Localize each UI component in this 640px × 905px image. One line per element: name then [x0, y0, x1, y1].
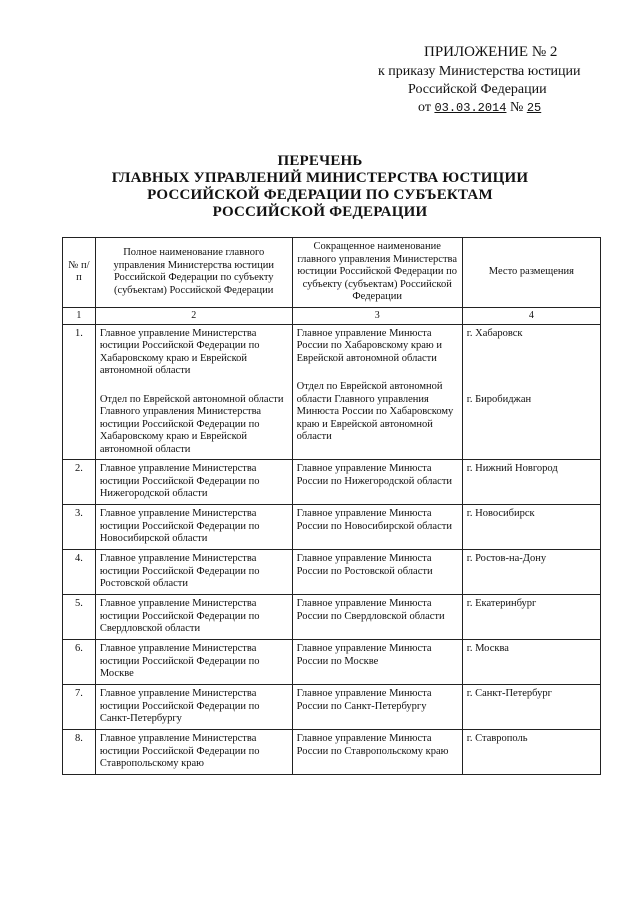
location: г. Екатеринбург	[462, 595, 600, 640]
full-name: Главное управление Министерства юстиции Российской Федерации по Нижегородской области	[95, 460, 292, 505]
full-name: Главное управление Министерства юстиции Российской Федерации по Ростовской области	[95, 550, 292, 595]
title-line-4: РОССИЙСКОЙ ФЕДЕРАЦИИ	[212, 204, 428, 220]
short-name: Главное управление Минюста России по Москве	[292, 640, 462, 685]
short-name: Главное управление Минюста России по Новосибирской области	[292, 505, 462, 550]
location: г. Нижний Новгород	[462, 460, 600, 505]
location: г. Санкт-Петербург	[462, 685, 600, 730]
ministry-name: Российской Федерации	[408, 82, 547, 97]
table-row	[63, 595, 601, 640]
table-row	[63, 640, 601, 685]
full-name: Главное управление Министерства юстиции Российской Федерации по Хабаровскому краю и Еврейской автономной области	[99, 327, 260, 376]
row-number: 4.	[63, 550, 96, 595]
column-number: 2	[95, 307, 292, 324]
short-name: Главное управление Минюста России по Хабаровскому краю и Еврейской автономной области	[296, 327, 442, 364]
table-row	[63, 730, 601, 775]
table-row	[63, 505, 601, 550]
location: г. Ставрополь	[462, 730, 600, 775]
header-full-name: Полное наименование главного управления Министерства юстиции Российской Федерации по субъекту (субъектам) Российской Федерации	[95, 238, 292, 308]
table-row	[63, 550, 601, 595]
title-line-2: ГЛАВНЫХ УПРАВЛЕНИЙ МИНИСТЕРСТВА ЮСТИЦИИ	[111, 170, 529, 186]
from-label: от	[418, 100, 431, 115]
header-number: № п/п	[63, 238, 96, 308]
order-number: 25	[526, 101, 542, 115]
row-number: 5.	[63, 595, 96, 640]
short-name: Главное управление Минюста России по Санкт-Петербургу	[292, 685, 462, 730]
table-header-row	[63, 238, 601, 308]
location: г. Ростов-на-Дону	[462, 550, 600, 595]
short-name: Главное управление Минюста России по Ростовской области	[292, 550, 462, 595]
departments-table	[62, 237, 601, 775]
order-date: 03.03.2014	[434, 101, 507, 115]
full-name: Главное управление Министерства юстиции Российской Федерации по Москве	[95, 640, 292, 685]
column-number-row	[63, 307, 601, 324]
short-name: Главное управление Минюста России по Нижегородской области	[292, 460, 462, 505]
column-number: 3	[292, 307, 462, 324]
table-row	[63, 460, 601, 505]
sub-location: г. Биробиджан	[466, 394, 532, 405]
header-location: Место размещения	[462, 238, 600, 308]
table-row	[63, 685, 601, 730]
row-number: 2.	[63, 460, 96, 505]
column-number: 4	[462, 307, 600, 324]
row-number: 3.	[63, 505, 96, 550]
full-name: Главное управление Министерства юстиции Российской Федерации по Ставропольскому краю	[95, 730, 292, 775]
title-line-1: ПЕРЕЧЕНЬ	[277, 153, 363, 169]
document-title	[100, 153, 540, 221]
short-name: Главное управление Минюста России по Ставропольскому краю	[292, 730, 462, 775]
sub-short-name: Отдел по Еврейской автономной области Главного управления Минюста России по Хабаровскому краю и Еврейской автономной области	[296, 381, 454, 442]
number-label: №	[509, 100, 524, 115]
column-number: 1	[63, 307, 96, 324]
order-date-line	[418, 99, 541, 117]
order-reference: к приказу Министерства юстиции	[378, 64, 581, 79]
title-line-3: РОССИЙСКОЙ ФЕДЕРАЦИИ ПО СУБЪЕКТАМ	[147, 187, 493, 203]
sub-full-name: Отдел по Еврейской автономной области Главного управления Министерства юстиции Российской Федерации по Хабаровскому краю и Еврейской автономной области	[99, 393, 284, 455]
table-row	[63, 324, 601, 460]
full-name: Главное управление Министерства юстиции Российской Федерации по Санкт-Петербургу	[95, 685, 292, 730]
location: г. Москва	[462, 640, 600, 685]
row-number: 8.	[63, 730, 96, 775]
location: г. Новосибирск	[462, 505, 600, 550]
location-cell	[462, 324, 600, 460]
row-number: 7.	[63, 685, 96, 730]
short-name-cell	[292, 324, 462, 460]
full-name-cell	[95, 324, 292, 460]
row-number: 1.	[63, 324, 96, 460]
appendix-title: ПРИЛОЖЕНИЕ № 2	[424, 44, 558, 60]
full-name: Главное управление Министерства юстиции Российской Федерации по Новосибирской области	[95, 505, 292, 550]
short-name: Главное управление Минюста России по Свердловской области	[292, 595, 462, 640]
row-number: 6.	[63, 640, 96, 685]
location: г. Хабаровск	[466, 327, 523, 339]
full-name: Главное управление Министерства юстиции Российской Федерации по Свердловской области	[95, 595, 292, 640]
header-short-name: Сокращенное наименование главного управления Министерства юстиции Российской Федерации по субъекту (субъектам) Российской Федерации	[292, 238, 462, 308]
